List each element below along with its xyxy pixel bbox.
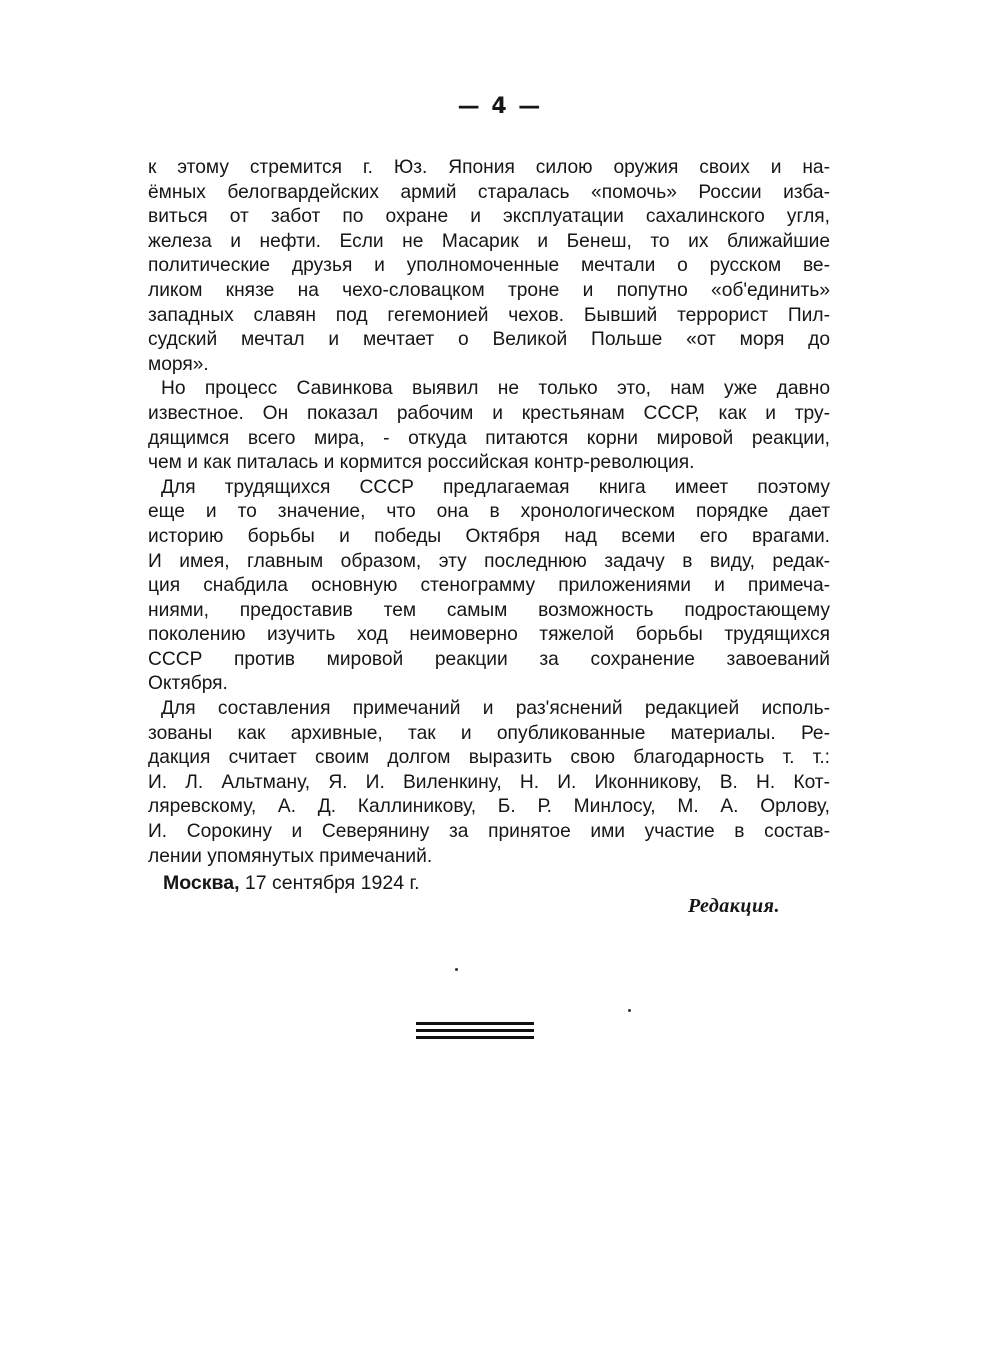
text-line: ляревскому, А. Д. Каллиникову, Б. Р. Минлосу, М. А. Орлову,: [148, 796, 830, 818]
text-line: виться от забот по охране и эксплуатации сахалинского угля,: [148, 206, 830, 228]
text-line: лении упомянутых примечаний.: [148, 845, 433, 867]
text-line: ция снабдила основную стенограмму приложениями и примеча-: [148, 575, 830, 597]
text-line: железа и нефти. Если не Масарик и Бенеш, то их ближайшие: [148, 230, 830, 252]
text-line: поколению изучить ход неимоверно тяжелой борьбы трудящихся: [148, 624, 830, 646]
text-line: зованы как архивные, так и опубликованные материалы. Ре-: [148, 722, 830, 744]
text-line: И. Сорокину и Северянину за принятое ими участие в состав-: [148, 821, 830, 843]
text-line: Для составления примечаний и раз'яснений редакцией исполь-: [161, 698, 830, 720]
text-line: ёмных белогвардейских армий старалась «помочь» России изба-: [148, 181, 830, 203]
rule-bar: [416, 1036, 534, 1039]
text-line: Но процесс Савинкова выявил не только это, нам уже давно: [161, 378, 830, 400]
paragraph-1: [148, 156, 830, 377]
paragraph-4: [148, 697, 830, 869]
text-line: ниями, предоставив тем самым возможность подростающему: [148, 599, 830, 621]
text-line: историю борьбы и победы Октября над всеми его врагами.: [148, 525, 830, 547]
body-text: [148, 156, 830, 869]
text-line: Для трудящихся СССР предлагаемая книга имеет поэтому: [161, 476, 830, 498]
text-line: западных славян под гегемонией чехов. Бывший террорист Пил-: [148, 304, 830, 326]
paragraph-3: [148, 476, 830, 697]
signature-date: 17 сентября 1924 г.: [244, 872, 420, 894]
closing-rule-ornament: [416, 1022, 534, 1040]
text-line: политические друзья и уполномоченные мечтали о русском ве-: [148, 255, 830, 277]
text-line: И имея, главным образом, эту последнюю задачу в виду, редак-: [148, 550, 830, 572]
signature-editor: Редакция.: [688, 895, 780, 917]
rule-bar: [416, 1022, 534, 1025]
text-line: моря».: [148, 353, 209, 375]
text-line: дящимся всего мира, - откуда питаются корни мировой реакции,: [148, 427, 830, 449]
text-line: дакция считает своим долгом выразить свою благодарность т. т.:: [148, 747, 830, 769]
text-line: И. Л. Альтману, Я. И. Виленкину, Н. И. Иконникову, В. Н. Кот-: [148, 771, 830, 793]
text-line: судский мечтал и мечтает о Великой Польше «от моря до: [148, 329, 830, 351]
signature-place-date: [163, 872, 803, 895]
print-speck: [628, 1009, 631, 1012]
signature-place: Москва,: [163, 872, 240, 894]
rule-bar: [416, 1029, 534, 1032]
page-number: — 4 —: [457, 94, 543, 119]
text-line: Октября.: [148, 673, 228, 695]
paragraph-2: [148, 377, 830, 475]
text-line: ликом князе на чехо-словацком троне и попутно «об'единить»: [148, 279, 830, 301]
text-line: еще и то значение, что она в хронологическом порядке дает: [148, 501, 830, 523]
text-line: СССР против мировой реакции за сохранение завоеваний: [148, 648, 830, 670]
text-line: к этому стремится г. Юз. Япония силою оружия своих и на-: [148, 157, 830, 178]
text-line: известное. Он показал рабочим и крестьянам СССР, как и тру-: [148, 402, 830, 424]
text-line: чем и как питалась и кормится российская контр-революция.: [148, 452, 695, 474]
print-speck: [455, 968, 458, 971]
